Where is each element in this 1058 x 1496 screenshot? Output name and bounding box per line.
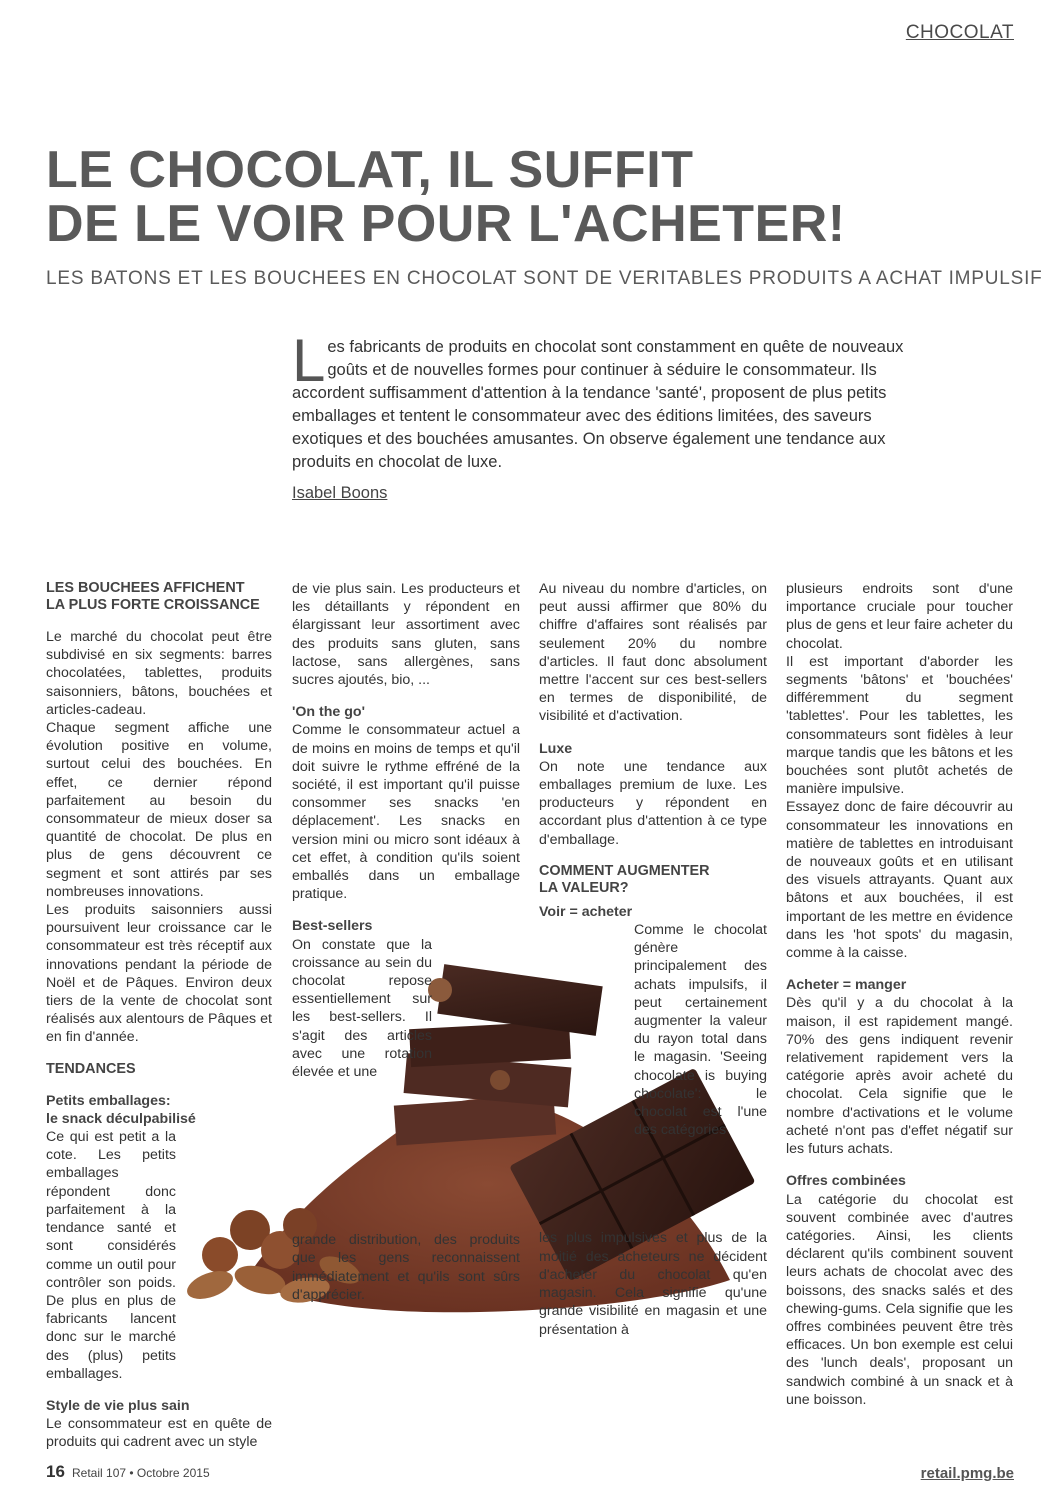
paragraph: Il est important d'aborder les segments 'bâtons' et 'bouchées' différemment du segment 'tablettes'. Pour les tablettes, les consommateurs sont fidèles à leur marque tandis que les bâtons et les bouchées sont plutôt achetés de manière impulsive.	[786, 653, 1013, 798]
paragraph: Le marché du chocolat peut être subdivisé en six segments: barres chocolatées, tablettes, produits saisonniers, bâtons, bouchées et articles-cadeau.	[46, 629, 272, 718]
paragraph: Ce qui est petit a la cote. Les petits emballages répondent donc parfaitement à la tendance santé et sont considérés comme un outil pour contrôler son poids. De plus en plus de fabricants lancent donc sur le marché des (plus) petits emballages.	[46, 1129, 176, 1382]
paragraph: On note une tendance aux emballages premium de luxe. Les producteurs y répondent en accordant plus d'attention à ce type d'emballage.	[539, 758, 767, 848]
paragraph: Les produits saisonniers aussi poursuivent leur croissance car le consommateur est très réceptif aux innovations pendant la période de Noël et de Pâques. Environ deux tiers de la vente de chocolat sont réalisés aux alentours de Pâques et en fin d'année.	[46, 902, 272, 1046]
paragraph: Le consommateur est en quête de produits qui cadrent avec un style	[46, 1416, 272, 1451]
subheading-acheter-manger: Acheter = manger	[786, 977, 907, 994]
subheading-style-de-vie: Style de vie plus sain	[46, 1397, 190, 1414]
subtitle: LES BATONS ET LES BOUCHEES EN CHOCOLAT SONT DE VERITABLES PRODUITS A ACHAT IMPULSIF	[46, 268, 1043, 289]
subheading-on-the-go: 'On the go'	[292, 704, 365, 721]
headline	[46, 143, 1026, 251]
intro-paragraph	[292, 327, 912, 474]
paragraph: grande distribution, des produits que les gens reconnaissent immédiatement et qu'ils sont sûrs d'apprécier.	[292, 1232, 520, 1303]
heading-bouchees: LES BOUCHEES AFFICHENT LA PLUS FORTE CROISSANCE	[46, 580, 260, 613]
column-3	[539, 580, 767, 1339]
paragraph: plusieurs endroits sont d'une importance cruciale pour toucher plus de gens et leur faire acheter du chocolat.	[786, 581, 1013, 652]
subheading-best-sellers: Best-sellers	[292, 918, 373, 935]
subheading-petits-emballages: Petits emballages: le snack déculpabilisé	[46, 1092, 196, 1127]
paragraph: On constate que la croissance au sein du chocolat repose essentiellement sur les best-sellers. Il s'agit des articles avec une rotation élevée et une	[292, 936, 432, 1081]
heading-tendances: TENDANCES	[46, 1060, 136, 1077]
website-link[interactable]: retail.pmg.be	[920, 1465, 1014, 1482]
paragraph: Essayez donc de faire découvrir au consommateur les innovations en matière de tablettes en introduisant de nouveaux goûts et en utilisant des visuels attrayants. Quant aux bâtons et aux bouchées, il est important de les mettre en évidence dans les 'hot spots' du magasin, comme à la caisse.	[786, 799, 1013, 962]
paragraph: Comme le chocolat génère principalement des achats impulsifs, il peut certainement augmenter la valeur du rayon total dans le magasin. 'Seeing chocolate is buying chocolate': le chocolat est l'une des catégories	[634, 922, 767, 1139]
section-label: CHOCOLAT	[905, 22, 1014, 43]
paragraph: de vie plus sain. Les producteurs et les détaillants y répondent en élargissant leur assortiment avec des produits sans gluten, sans lactose, sans allergènes, sans sucres ajoutés, bio, ...	[292, 581, 520, 689]
paragraph: La catégorie du chocolat est souvent combinée avec d'autres catégories. Ainsi, les clients déclarent qu'ils combinent souvent leurs achats de chocolat avec des boissons, des snacks salés et des chewing-gums. Cela signifie que les offres combinées peuvent être très efficaces. Un bon exemple est celui des 'lunch deals', proposant un sandwich combiné à un snack et à une boisson.	[786, 1191, 1013, 1408]
intro-text: es fabricants de produits en chocolat sont constamment en quête de nouveaux goûts et de nouvelles formes pour continuer à séduire le consommateur. Ils accordent suffisamment d'attention à la tendance 'santé', proposent de plus petits emballages et tentent le consommateur avec des éditions limitées, des saveurs exotiques et des bouchées amusantes. On observe également une tendance aux produits en chocolat de luxe.	[292, 338, 904, 471]
drop-cap: L	[292, 327, 326, 394]
subheading-voir-acheter: Voir = acheter	[539, 903, 633, 920]
paragraph: les plus impulsives et plus de la moitié des acheteurs ne décident d'acheter du chocolat qu'en magasin. Cela signifie qu'une grande visibilité en magasin et une présentation à	[539, 1230, 767, 1338]
column-4	[786, 580, 1013, 1409]
author-byline[interactable]: Isabel Boons	[292, 484, 388, 502]
subheading-luxe: Luxe	[539, 740, 573, 757]
issue-info: Retail 107 • Octobre 2015	[72, 1466, 210, 1480]
subheading-offres-combinees: Offres combinées	[786, 1173, 906, 1190]
column-1	[46, 580, 272, 1452]
paragraph: Comme le consommateur actuel a de moins en moins de temps et qu'il doit suivre le rythme effréné de la société, il est important qu'il puisse consommer ses snacks 'en déplacement'. Les snacks en version mini ou micro sont idéaux à cet effet, à condition qu'ils soient emballés dans un emballage pratique.	[292, 722, 520, 903]
column-2	[292, 580, 520, 1304]
heading-comment-augmenter: COMMENT AUGMENTER LA VALEUR?	[539, 862, 710, 896]
paragraph: Dès qu'il y a du chocolat à la maison, il est rapidement mangé. 70% des gens indiquent revenir relativement rapidement vers la catégorie après avoir acheté du chocolat. Cela signifie que le nombre d'activations et le volume acheté n'ont pas d'effet négatif sur les futurs achats.	[786, 995, 1013, 1158]
paragraph: Chaque segment affiche une évolution positive en volume, surtout celui des bouchées. En effet, ce dernier répond parfaitement au besoin du consommateur de mieux doser sa quantité de chocolat. De plus en plus de gens découvrent ce segment et sont attirés par ses nombreuses innovations.	[46, 720, 272, 900]
paragraph: Au niveau du nombre d'articles, on peut aussi affirmer que 80% du chiffre d'affaires sont réalisés par seulement 20% du nombre d'articles. Il faut donc absolument mettre l'accent sur ces best-sellers en termes de disponibilité, de visibilité et d'activation.	[539, 581, 767, 725]
headline-line-1: LE CHOCOLAT, IL SUFFIT	[46, 141, 694, 199]
page-number: 16	[46, 1462, 65, 1481]
headline-line-2: DE LE VOIR POUR L'ACHETER!	[46, 195, 846, 253]
